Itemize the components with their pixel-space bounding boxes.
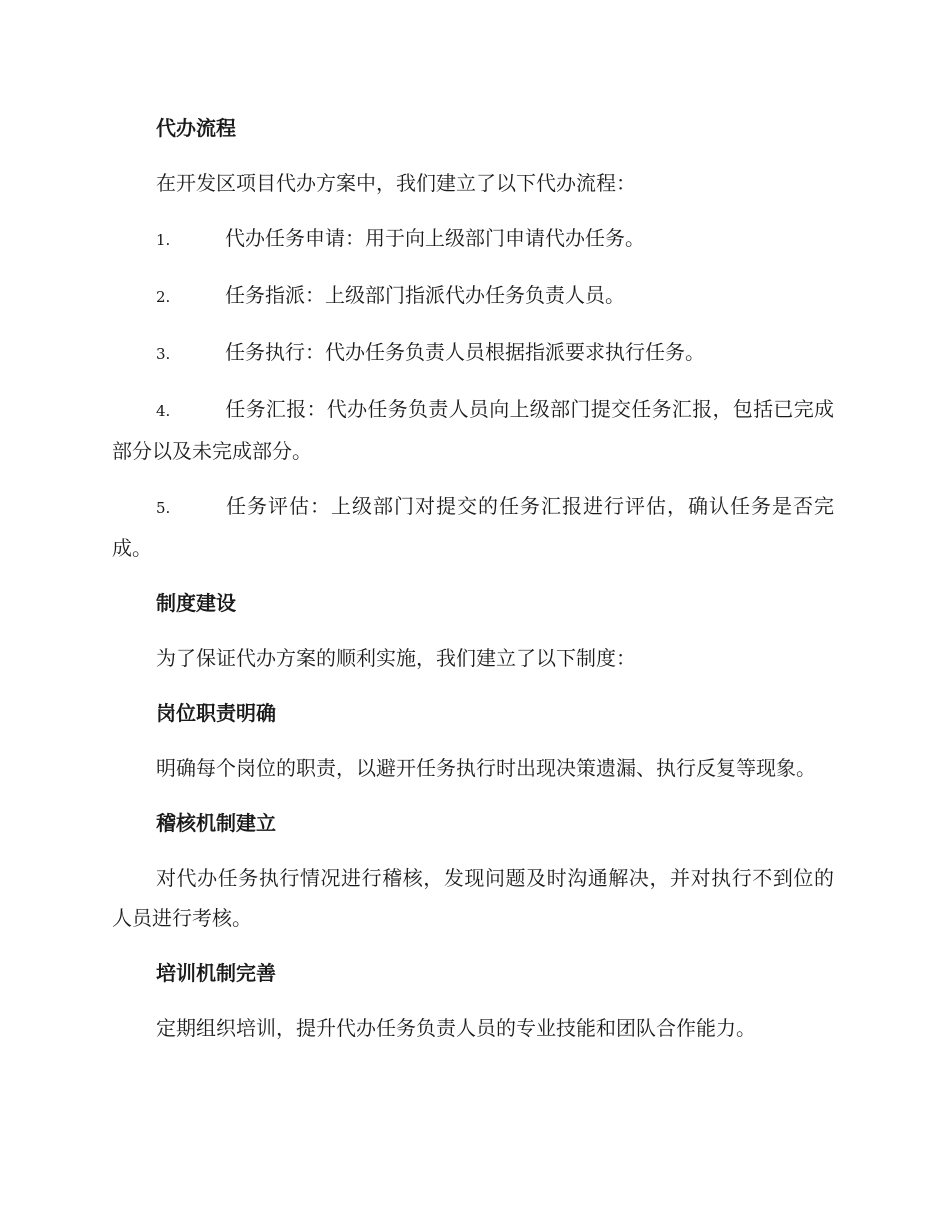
section-heading-process: 代办流程 — [156, 116, 236, 140]
process-intro: 在开发区项目代办方案中，我们建立了以下代办流程： — [156, 171, 636, 195]
list-item-text: 任务指派：上级部门指派代办任务负责人员。 — [225, 283, 625, 307]
list-item-text: 代办任务申请：用于向上级部门申请代办任务。 — [225, 226, 645, 250]
list-item — [112, 275, 834, 317]
duty-text: 明确每个岗位的职责，以避开任务执行时出现决策遗漏、执行反复等现象。 — [156, 756, 816, 780]
subsection-heading-duty: 岗位职责明确 — [156, 701, 276, 725]
document-body — [112, 108, 834, 1063]
list-number: 1. — [156, 231, 171, 249]
list-item — [112, 218, 834, 260]
list-number: 2. — [156, 288, 171, 306]
list-number: 5. — [156, 499, 171, 517]
system-intro: 为了保证代办方案的顺利实施，我们建立了以下制度： — [156, 646, 636, 670]
list-number: 3. — [156, 345, 171, 363]
list-number: 4. — [156, 402, 171, 420]
training-text: 定期组织培训，提升代办任务负责人员的专业技能和团队合作能力。 — [156, 1016, 756, 1040]
subsection-heading-audit: 稽核机制建立 — [156, 811, 276, 835]
list-item-text: 任务评估：上级部门对提交的任务汇报进行评估，确认任务是否完成。 — [112, 494, 834, 560]
list-item — [112, 389, 834, 471]
audit-text: 对代办任务执行情况进行稽核，发现问题及时沟通解决，并对执行不到位的人员进行考核。 — [112, 866, 834, 930]
list-item — [112, 332, 834, 374]
list-item — [112, 486, 834, 568]
list-item-text: 任务汇报：代办任务负责人员向上级部门提交任务汇报，包括已完成部分以及未完成部分。 — [112, 397, 834, 463]
section-heading-system: 制度建设 — [156, 591, 236, 615]
list-item-text: 任务执行：代办任务负责人员根据指派要求执行任务。 — [225, 340, 705, 364]
subsection-heading-training: 培训机制完善 — [156, 961, 276, 985]
